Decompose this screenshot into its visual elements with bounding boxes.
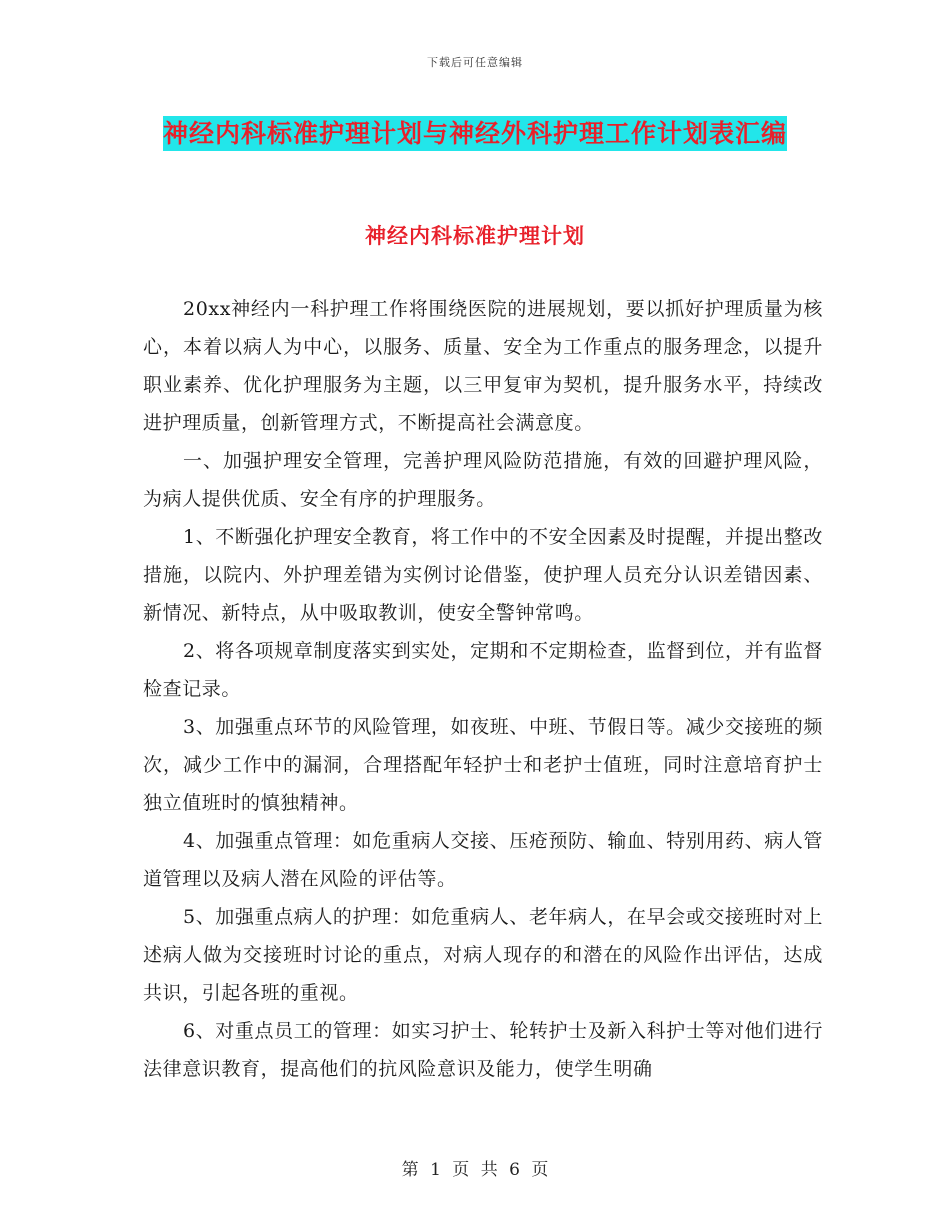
paragraph: 6、对重点员工的管理：如实习护士、轮转护士及新入科护士等对他们进行法律意识教育，提高他们的抗风险意识及能力，使学生明确 bbox=[143, 1020, 823, 1080]
paragraph: 一、加强护理安全管理，完善护理风险防范措施，有效的回避护理风险，为病人提供优质、安全有序的护理服务。 bbox=[143, 450, 823, 510]
paragraph: 2、将各项规章制度落实到实处，定期和不定期检查，监督到位，并有监督检查记录。 bbox=[143, 640, 823, 700]
paragraph: 20xx神经内一科护理工作将围绕医院的进展规划，要以抓好护理质量为核心，本着以病人为中心，以服务、质量、安全为工作重点的服务理念，以提升职业素养、优化护理服务为主题，以三甲复审为契机，提升服务水平，持续改进护理质量，创新管理方式，不断提高社会满意度。 bbox=[143, 298, 823, 434]
page-footer-indicator: 第 1 页 共 6 页 bbox=[401, 1160, 549, 1180]
paragraph: 3、加强重点环节的风险管理，如夜班、中班、节假日等。减少交接班的频次，减少工作中的漏洞，合理搭配年轻护士和老护士值班，同时注意培育护士独立值班时的慎独精神。 bbox=[143, 716, 823, 814]
document-title-text: 神经内科标准护理计划与神经外科护理工作计划表汇编 bbox=[163, 116, 787, 151]
section-title: 神经内科标准护理计划 bbox=[365, 223, 585, 248]
paragraph: 5、加强重点病人的护理：如危重病人、老年病人，在早会或交接班时对上述病人做为交接班时讨论的重点，对病人现存的和潜在的风险作出评估，达成共识，引起各班的重视。 bbox=[143, 906, 823, 1004]
paragraph: 4、加强重点管理：如危重病人交接、压疮预防、输血、特别用药、病人管道管理以及病人潜在风险的评估等。 bbox=[143, 830, 823, 890]
paragraph: 1、不断强化护理安全教育，将工作中的不安全因素及时提醒，并提出整改措施，以院内、外护理差错为实例讨论借鉴，使护理人员充分认识差错因素、新情况、新特点，从中吸取教训，使安全警钟常鸣。 bbox=[143, 526, 823, 624]
document-body bbox=[143, 290, 823, 1088]
page-header-note: 下载后可任意编辑 bbox=[427, 56, 523, 69]
document-title bbox=[140, 108, 810, 160]
